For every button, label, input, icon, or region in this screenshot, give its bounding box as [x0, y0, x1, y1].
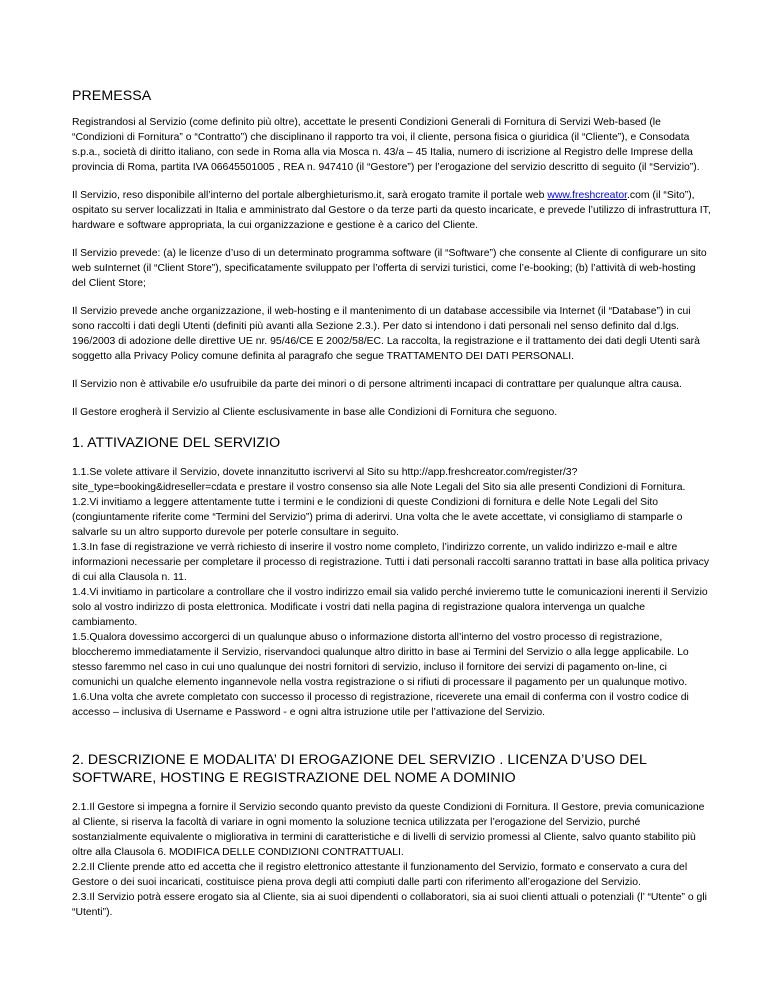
heading-section-2: 2. DESCRIZIONE E MODALITA’ DI EROGAZIONE DEL SERVIZIO . LICENZA D’USO DEL SOFTWARE, HOSTING E REGISTRAZIONE DEL NOME A DOMINIO: [72, 752, 647, 786]
premessa-paragraph-3: Il Servizio prevede: (a) le licenze d’uso di un determinato programma software (il “Software”) che consente al Cliente di configurare un sito web suInternet (il “Client Store”), specificatamente sviluppato per l’offerta di servizi turistici, come l’e-booking; (b) l’attività di web-hosting del Client Store;: [72, 248, 707, 289]
premessa-paragraph-4: Il Servizio prevede anche organizzazione, il web-hosting e il mantenimento di un database accessibile via Internet (il “Database”) in cui sono raccolti i dati degli Utenti (definiti più avanti alla Sezione 2.3.). Per dato si intendono i dati personali nel senso definito dal d.lgs. 196/2003 di adozione delle direttive UE nr. 95/46/CE E 2002/58/EC. La raccolta, la registrazione e il trattamento dei dati degli Utenti sarà soggetto alla Privacy Policy comune definita al paragrafo che segue TRATTAMENTO DEI DATI PERSONALI.: [72, 306, 700, 362]
premessa-paragraph-6: Il Gestore erogherà il Servizio al Cliente esclusivamente in base alle Condizioni di Fornitura che seguono.: [72, 407, 558, 418]
premessa-paragraph-5: Il Servizio non è attivabile e/o usufruibile da parte dei minori o di persone altrimenti incapaci di contrattare per qualunque altra causa.: [72, 379, 682, 390]
freshcreator-link[interactable]: www.freshcreator: [547, 190, 628, 201]
premessa-p2-text-before: Il Servizio, reso disponibile all’interno del portale alberghieturismo.it, sarà erogato tramite il portale web: [72, 190, 548, 201]
premessa-paragraph-2: [72, 188, 712, 233]
section-1-body: 1.1.Se volete attivare il Servizio, dovete innanzitutto iscrivervi al Sito su http://app.freshcreator.com/register/3?site_type=booking&idreseller=cdata e prestare il vostro consenso sia alle Note Legali del Sito sia alle presenti Condizioni di Fornitura. 1.2.Vi invitiamo a leggere attentamente tutte i termini e le condizioni di queste Condizioni di fornitura e delle Note Legali del Sito (congiuntamente riferite come “Termini del Servizio”) prima di aderirvi. Una volta che le avete accettate, vi consigliamo di stamparle o salvarle su un altro supporto durevole per poterle consultare in seguito. 1.3.In fase di registrazione ve verrà richiesto di inserire il vostro nome completo, l’indirizzo corrente, un valido indirizzo e-mail e altre informazioni necessarie per completare il processo di registrazione. Tutti i dati personali raccolti saranno trattati in base alla politica privacy di cui alla Clausola n. 11. 1.4.Vi invitiamo in particolare a controllare che il vostro indirizzo email sia valido perché invieremo tutte le comunicazioni inerenti il Servizio solo al vostro indirizzo di posta elettronica. Modificate i vostri dati nella pagina di registrazione qualora intervenga un qualche cambiamento. 1.5.Qualora dovessimo accorgerci di un qualunque abuso o informazione distorta all’interno del vostro processo di registrazione, bloccheremo immediatamente il Servizio, riservandoci qualunque altro diritto in base ai Termini del Servizio o alla legge applicabile. Lo stesso faremmo nel caso in cui uno qualunque dei nostri fornitori di servizio, incluso il fornitore dei servizi di pagamento on-line, ci comunichi un qualche elemento ingannevole nella vostra registrazione o si rifiuti di processare il pagamento per un qualunque motivo. 1.6.Una volta che avrete completato con successo il processo di registrazione, riceverete una email di conferma con il vostro codice di accesso – inclusiva di Username e Password - e ogni altra istruzione utile per l’attivazione del Servizio.: [72, 467, 710, 718]
heading-premessa: PREMESSA: [72, 88, 152, 104]
premessa-paragraph-1: Registrandosi al Servizio (come definito più oltre), accettate le presenti Condizioni Generali di Fornitura di Servizi Web-based (le “Condizioni di Fornitura” o “Contratto”) che disciplinano il rapporto tra voi, il cliente, persona fisica o giuridica (il “Cliente”), e Consodata s.p.a., società di diritto italiano, con sede in Roma alla via Mosca n. 43/a – 45 Italia, numero di iscrizione al Registro delle Imprese della provincia di Roma, partita IVA 06645501005 , REA n. 947410 (il “Gestore”) per l’erogazione del servizio descritto di seguito (il “Servizio”).: [72, 117, 700, 173]
premessa-p2-text-after: .com (il “Sito”), ospitato su server localizzati in Italia e amministrato dal Gestore o da terze parti da questo incaricate, e prevede l’utilizzo di infrastruttura IT, hardware e software appropriata, la cui organizzazione e gestione è a carico del Cliente.: [72, 190, 711, 231]
heading-section-1: 1. ATTIVAZIONE DEL SERVIZIO: [72, 435, 281, 451]
section-2-body: 2.1.Il Gestore si impegna a fornire il Servizio secondo quanto previsto da queste Condizioni di Fornitura. Il Gestore, previa comunicazione al Cliente, si riserva la facoltà di variare in ogni momento la soluzione tecnica utilizzata per l’erogazione del Servizio, purché sostanzialmente equivalente o migliorativa in termini di caratteristiche e di livelli di servizio promessi al Cliente, salvo quanto stabilito più oltre alla Clausola 6. MODIFICA DELLE CONDIZIONI CONTRATTUALI. 2.2.Il Cliente prende atto ed accetta che il registro elettronico attestante il funzionamento del Servizio, formato e conservato a cura del Gestore o dei suoi incaricati, costituisce piena prova degli atti compiuti dalle parti con riferimento all’erogazione del Servizio. 2.3.Il Servizio potrà essere erogato sia al Cliente, sia ai suoi dipendenti o collaboratori, sia ai suoi clienti attuali o potenziali (l’ “Utente” o gli “Utenti”).: [72, 802, 707, 918]
document-page: [72, 83, 712, 920]
